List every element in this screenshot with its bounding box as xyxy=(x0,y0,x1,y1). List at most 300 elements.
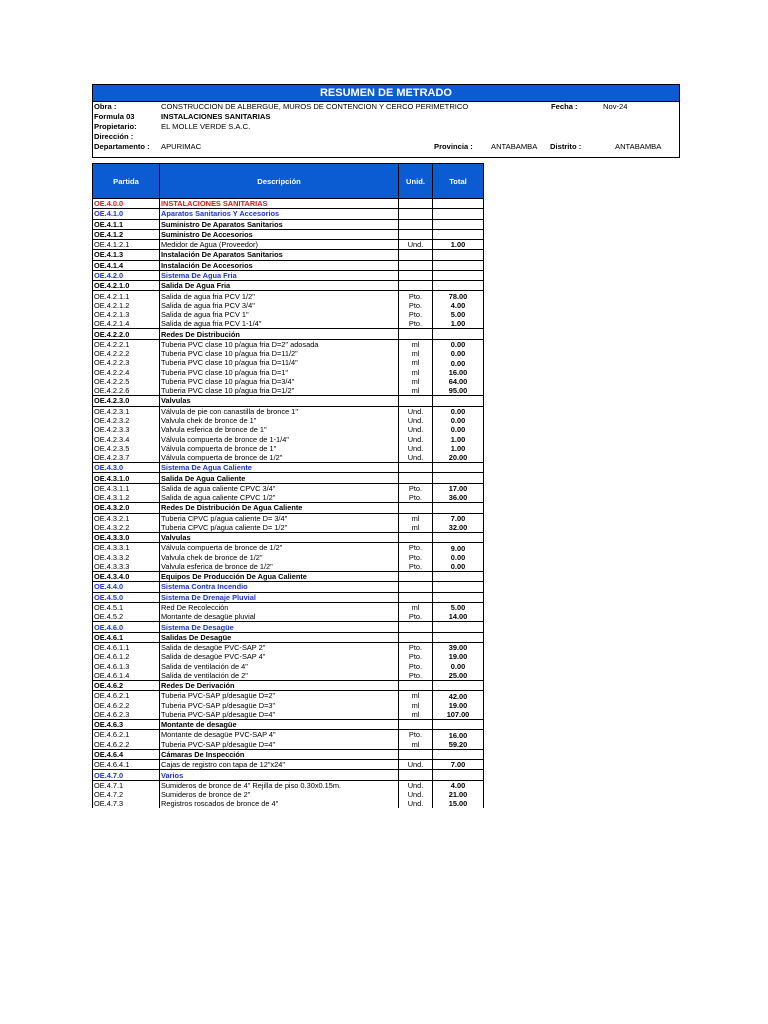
total-cell xyxy=(433,533,484,543)
partida-cell: OE.4.2.2.3 xyxy=(93,358,160,367)
partida-cell: OE.4.6.1 xyxy=(93,632,160,642)
table-row xyxy=(93,562,484,572)
table-row xyxy=(93,543,484,553)
total-cell: 0.00 xyxy=(433,416,484,425)
partida-cell: OE.4.2.2.6 xyxy=(93,386,160,396)
partida-cell: OE.4.6.1.3 xyxy=(93,661,160,670)
unid-cell: Pto. xyxy=(399,730,433,740)
unid-cell xyxy=(399,250,433,260)
formula-label: Formula 03 xyxy=(94,112,135,121)
total-cell: 4.00 xyxy=(433,780,484,790)
descripcion-cell: Red De Recolección xyxy=(160,602,399,612)
partida-cell: OE.4.1.2.1 xyxy=(93,240,160,250)
partida-cell: OE.4.2.2.5 xyxy=(93,377,160,386)
unid-cell xyxy=(399,396,433,406)
table-row xyxy=(93,483,484,493)
partida-cell: OE.4.2.3.5 xyxy=(93,444,160,453)
descripcion-cell: Tuberia PVC clase 10 p/agua fria D=2" adosada xyxy=(160,339,399,349)
table-row xyxy=(93,463,484,473)
table-header-row xyxy=(93,164,484,199)
total-cell: 0.00 xyxy=(433,661,484,670)
total-cell: 107.00 xyxy=(433,710,484,720)
descripcion-cell: Tuberia PVC clase 10 p/agua fria D=3/4" xyxy=(160,377,399,386)
unid-cell: Pto. xyxy=(399,543,433,553)
table-row xyxy=(93,572,484,582)
partida-cell: OE.4.3.3.0 xyxy=(93,533,160,543)
total-cell xyxy=(433,219,484,229)
total-cell xyxy=(433,572,484,582)
unid-cell: ml xyxy=(399,740,433,750)
partida-cell: OE.4.3.0 xyxy=(93,463,160,473)
total-cell: 9.00 xyxy=(433,543,484,553)
descripcion-cell: Suministro De Aparatos Sanitarios xyxy=(160,219,399,229)
total-cell xyxy=(433,260,484,270)
header-row-propietario xyxy=(93,122,679,132)
unid-cell xyxy=(399,281,433,291)
descripcion-cell: Salida de agua fria PCV 1" xyxy=(160,310,399,319)
table-row xyxy=(93,339,484,349)
partida-cell: OE.4.6.1.4 xyxy=(93,671,160,681)
descripcion-cell: Válvula compuerta de bronce de 1" xyxy=(160,444,399,453)
total-cell: 1.00 xyxy=(433,240,484,250)
unid-cell: ml xyxy=(399,377,433,386)
unid-cell: Und. xyxy=(399,790,433,799)
unid-cell: ml xyxy=(399,349,433,358)
total-cell: 0.00 xyxy=(433,406,484,416)
partida-cell: OE.4.3.3.1 xyxy=(93,543,160,553)
departamento-label: Departamento : xyxy=(94,142,150,151)
partida-cell: OE.4.0.0 xyxy=(93,199,160,209)
descripcion-cell: Válvula compuerta de bronce de 1/2" xyxy=(160,543,399,553)
descripcion-cell: Valvulas xyxy=(160,533,399,543)
total-cell: 1.00 xyxy=(433,434,484,443)
descripcion-cell: Salida de desagüe PVC-SAP 2" xyxy=(160,642,399,652)
direccion-label: Dirección : xyxy=(94,132,134,141)
total-cell: 36.00 xyxy=(433,493,484,503)
distrito-label: Distrito : xyxy=(550,142,582,151)
descripcion-cell: Redes De Derivación xyxy=(160,681,399,691)
obra-value: CONSTRUCCION DE ALBERGUE, MUROS DE CONTENCION Y CERCO PERIMETRICO xyxy=(161,102,469,111)
table-row xyxy=(93,710,484,720)
total-cell: 17.00 xyxy=(433,483,484,493)
table-row xyxy=(93,453,484,463)
table-row xyxy=(93,681,484,691)
table-row xyxy=(93,310,484,319)
table-row xyxy=(93,760,484,770)
descripcion-cell: Valvulas xyxy=(160,396,399,406)
partida-cell: OE.4.6.1.2 xyxy=(93,652,160,661)
unid-cell: Und. xyxy=(399,453,433,463)
col-header-partida: Partida xyxy=(93,164,160,199)
table-row xyxy=(93,612,484,622)
departamento-value: APURIMAC xyxy=(161,142,202,151)
descripcion-cell: Tuberia PVC clase 10 p/agua fria D=1/2" xyxy=(160,386,399,396)
total-cell xyxy=(433,681,484,691)
table-row xyxy=(93,229,484,239)
unid-cell: Und. xyxy=(399,406,433,416)
total-cell: 21.00 xyxy=(433,790,484,799)
total-cell: 39.00 xyxy=(433,642,484,652)
descripcion-cell: Valvula esferica de bronce de 1" xyxy=(160,425,399,434)
descripcion-cell: Redes De Distribución De Agua Caliente xyxy=(160,503,399,513)
header-row-departamento xyxy=(93,142,679,152)
descripcion-cell: Sistema De Agua Fria xyxy=(160,270,399,280)
table-row xyxy=(93,622,484,632)
total-cell: 16.00 xyxy=(433,730,484,740)
descripcion-cell: Tuberia PVC clase 10 p/agua fria D=1" xyxy=(160,368,399,377)
unid-cell xyxy=(399,329,433,339)
partida-cell: OE.4.2.3.1 xyxy=(93,406,160,416)
unid-cell: Pto. xyxy=(399,310,433,319)
total-cell: 16.00 xyxy=(433,368,484,377)
partida-cell: OE.4.3.2.0 xyxy=(93,503,160,513)
table-row xyxy=(93,329,484,339)
partida-cell: OE.4.6.3 xyxy=(93,720,160,730)
unid-cell: Und. xyxy=(399,444,433,453)
table-row xyxy=(93,301,484,310)
obra-label: Obra : xyxy=(94,102,117,111)
table-row xyxy=(93,513,484,523)
unid-cell: Pto. xyxy=(399,661,433,670)
descripcion-cell: Válvula de pie con canastilla de bronce 1" xyxy=(160,406,399,416)
unid-cell xyxy=(399,582,433,592)
unid-cell xyxy=(399,533,433,543)
descripcion-cell: Tuberia PVC clase 10 p/agua fria D=11/2" xyxy=(160,349,399,358)
total-cell: 5.00 xyxy=(433,310,484,319)
project-header xyxy=(92,102,680,158)
metrado-sheet xyxy=(92,84,680,158)
total-cell xyxy=(433,720,484,730)
sheet-title: RESUMEN DE METRADO xyxy=(92,84,680,102)
unid-cell: Pto. xyxy=(399,291,433,301)
descripcion-cell: Valvula chek de bronce de 1" xyxy=(160,416,399,425)
table-row xyxy=(93,720,484,730)
descripcion-cell: Tuberia PVC clase 10 p/agua fria D=11/4" xyxy=(160,358,399,367)
propietario-label: Propietario: xyxy=(94,122,137,131)
partida-cell: OE.4.5.0 xyxy=(93,592,160,602)
unid-cell: Pto. xyxy=(399,553,433,562)
unid-cell: Und. xyxy=(399,416,433,425)
unid-cell xyxy=(399,199,433,209)
table-row xyxy=(93,592,484,602)
table-row xyxy=(93,358,484,367)
partida-cell: OE.4.1.1 xyxy=(93,219,160,229)
unid-cell: ml xyxy=(399,339,433,349)
partida-cell: OE.4.6.2.2 xyxy=(93,740,160,750)
descripcion-cell: Salida De Agua Fria xyxy=(160,281,399,291)
total-cell xyxy=(433,199,484,209)
total-cell: 1.00 xyxy=(433,319,484,329)
total-cell: 19.00 xyxy=(433,701,484,710)
total-cell: 0.00 xyxy=(433,425,484,434)
partida-cell: OE.4.3.3.3 xyxy=(93,562,160,572)
table-row xyxy=(93,396,484,406)
descripcion-cell: Salida de agua caliente CPVC 3/4" xyxy=(160,483,399,493)
unid-cell xyxy=(399,749,433,759)
descripcion-cell: Montante de desagüe pluvial xyxy=(160,612,399,622)
descripcion-cell: Equipos De Producción De Agua Caliente xyxy=(160,572,399,582)
unid-cell: Und. xyxy=(399,799,433,808)
metrado-table xyxy=(92,163,484,808)
formula-value: INSTALACIONES SANITARIAS xyxy=(161,112,271,121)
table-row xyxy=(93,799,484,808)
descripcion-cell: Sistema De Drenaje Pluvial xyxy=(160,592,399,602)
descripcion-cell: Tuberia CPVC p/agua caliente D= 1/2" xyxy=(160,523,399,533)
partida-cell: OE.4.6.2.1 xyxy=(93,691,160,701)
descripcion-cell: Salida de agua fria PCV 1/2" xyxy=(160,291,399,301)
table-row xyxy=(93,652,484,661)
partida-cell: OE.4.2.0 xyxy=(93,270,160,280)
partida-cell: OE.4.5.1 xyxy=(93,602,160,612)
partida-cell: OE.4.6.1.1 xyxy=(93,642,160,652)
descripcion-cell: Tuberia PVC-SAP p/desagüe D=3" xyxy=(160,701,399,710)
total-cell: 42.00 xyxy=(433,691,484,701)
table-row xyxy=(93,434,484,443)
descripcion-cell: Aparatos Sanitarios Y Accesorios xyxy=(160,209,399,219)
partida-cell: OE.4.1.2 xyxy=(93,229,160,239)
total-cell: 32.00 xyxy=(433,523,484,533)
descripcion-cell: Suministro De Accesorios xyxy=(160,229,399,239)
total-cell xyxy=(433,473,484,483)
unid-cell xyxy=(399,632,433,642)
descripcion-cell: Tuberia CPVC p/agua caliente D= 3/4" xyxy=(160,513,399,523)
provincia-value: ANTABAMBA xyxy=(491,142,538,151)
descripcion-cell: Salida de agua fria PCV 3/4" xyxy=(160,301,399,310)
total-cell xyxy=(433,770,484,780)
table-row xyxy=(93,691,484,701)
partida-cell: OE.4.3.4.0 xyxy=(93,572,160,582)
descripcion-cell: Sistema Contra Incendio xyxy=(160,582,399,592)
unid-cell: Pto. xyxy=(399,493,433,503)
table-row xyxy=(93,260,484,270)
partida-cell: OE.4.5.2 xyxy=(93,612,160,622)
descripcion-cell: Sumideros de bronce de 2" xyxy=(160,790,399,799)
partida-cell: OE.4.6.2 xyxy=(93,681,160,691)
partida-cell: OE.4.4.0 xyxy=(93,582,160,592)
unid-cell xyxy=(399,270,433,280)
unid-cell: ml xyxy=(399,358,433,367)
col-header-descripcion: Descripción xyxy=(160,164,399,199)
total-cell: 64.00 xyxy=(433,377,484,386)
partida-cell: OE.4.7.2 xyxy=(93,790,160,799)
total-cell xyxy=(433,209,484,219)
partida-cell: OE.4.2.2.1 xyxy=(93,339,160,349)
descripcion-cell: Valvula esferica de bronce de 1/2" xyxy=(160,562,399,572)
table-row xyxy=(93,642,484,652)
partida-cell: OE.4.3.1.0 xyxy=(93,473,160,483)
descripcion-cell: Salida de ventilación de 2" xyxy=(160,671,399,681)
partida-cell: OE.4.7.3 xyxy=(93,799,160,808)
partida-cell: OE.4.2.2.2 xyxy=(93,349,160,358)
table-row xyxy=(93,503,484,513)
descripcion-cell: Sistema De Agua Caliente xyxy=(160,463,399,473)
descripcion-cell: Montante de desagüe PVC-SAP 4" xyxy=(160,730,399,740)
partida-cell: OE.4.2.1.4 xyxy=(93,319,160,329)
partida-cell: OE.4.2.1.1 xyxy=(93,291,160,301)
table-row xyxy=(93,582,484,592)
table-row xyxy=(93,281,484,291)
unid-cell xyxy=(399,720,433,730)
total-cell: 0.00 xyxy=(433,339,484,349)
total-cell xyxy=(433,592,484,602)
unid-cell xyxy=(399,473,433,483)
descripcion-cell: Medidor de Agua (Proveedor) xyxy=(160,240,399,250)
header-row-formula xyxy=(93,112,679,122)
table-row xyxy=(93,632,484,642)
unid-cell xyxy=(399,219,433,229)
total-cell: 7.00 xyxy=(433,760,484,770)
descripcion-cell: Tuberia PVC-SAP p/desagüe D=4" xyxy=(160,740,399,750)
col-header-unid: Unid. xyxy=(399,164,433,199)
partida-cell: OE.4.6.2.2 xyxy=(93,701,160,710)
total-cell: 19.00 xyxy=(433,652,484,661)
descripcion-cell: Salida de agua caliente CPVC 1/2" xyxy=(160,493,399,503)
unid-cell: Und. xyxy=(399,240,433,250)
partida-cell: OE.4.2.3.3 xyxy=(93,425,160,434)
partida-cell: OE.4.6.2.1 xyxy=(93,730,160,740)
table-row xyxy=(93,219,484,229)
table-row xyxy=(93,319,484,329)
descripcion-cell: Salida de ventilación de 4" xyxy=(160,661,399,670)
partida-cell: OE.4.6.4 xyxy=(93,749,160,759)
partida-cell: OE.4.2.2.4 xyxy=(93,368,160,377)
unid-cell: Pto. xyxy=(399,301,433,310)
unid-cell: Und. xyxy=(399,425,433,434)
table-row xyxy=(93,553,484,562)
table-row xyxy=(93,250,484,260)
unid-cell: Pto. xyxy=(399,319,433,329)
descripcion-cell: INSTALACIONES SANITARIAS xyxy=(160,199,399,209)
table-row xyxy=(93,416,484,425)
unid-cell xyxy=(399,503,433,513)
table-row xyxy=(93,749,484,759)
total-cell: 1.00 xyxy=(433,444,484,453)
table-row xyxy=(93,790,484,799)
total-cell xyxy=(433,582,484,592)
descripcion-cell: Salida de desagüe PVC-SAP 4" xyxy=(160,652,399,661)
unid-cell: ml xyxy=(399,523,433,533)
total-cell: 15.00 xyxy=(433,799,484,808)
table-row xyxy=(93,349,484,358)
partida-cell: OE.4.2.3.4 xyxy=(93,434,160,443)
unid-cell: ml xyxy=(399,602,433,612)
fecha-label: Fecha : xyxy=(551,102,578,111)
total-cell xyxy=(433,749,484,759)
unid-cell: Pto. xyxy=(399,612,433,622)
unid-cell xyxy=(399,463,433,473)
partida-cell: OE.4.2.1.0 xyxy=(93,281,160,291)
total-cell: 20.00 xyxy=(433,453,484,463)
unid-cell: Pto. xyxy=(399,562,433,572)
partida-cell: OE.4.6.4.1 xyxy=(93,760,160,770)
unid-cell: ml xyxy=(399,691,433,701)
unid-cell xyxy=(399,622,433,632)
descripcion-cell: Salida de agua fria PCV 1-1/4" xyxy=(160,319,399,329)
unid-cell: Pto. xyxy=(399,652,433,661)
table-row xyxy=(93,209,484,219)
table-row xyxy=(93,473,484,483)
table-row xyxy=(93,199,484,209)
descripcion-cell: Redes De Distribución xyxy=(160,329,399,339)
unid-cell: ml xyxy=(399,710,433,720)
descripcion-cell: Sumideros de bronce de 4" Rejilla de piso 0.30x0.15m. xyxy=(160,780,399,790)
total-cell: 14.00 xyxy=(433,612,484,622)
total-cell xyxy=(433,229,484,239)
total-cell: 78.00 xyxy=(433,291,484,301)
table-row xyxy=(93,602,484,612)
table-row xyxy=(93,377,484,386)
partida-cell: OE.4.1.0 xyxy=(93,209,160,219)
header-row-direccion xyxy=(93,132,679,142)
table-row xyxy=(93,523,484,533)
unid-cell: ml xyxy=(399,368,433,377)
unid-cell xyxy=(399,229,433,239)
table-row xyxy=(93,291,484,301)
descripcion-cell: Registros roscados de bronce de 4" xyxy=(160,799,399,808)
partida-cell: OE.4.3.1.2 xyxy=(93,493,160,503)
table-row xyxy=(93,444,484,453)
unid-cell xyxy=(399,681,433,691)
unid-cell: Und. xyxy=(399,760,433,770)
unid-cell: Pto. xyxy=(399,483,433,493)
total-cell: 0.00 xyxy=(433,553,484,562)
total-cell xyxy=(433,281,484,291)
unid-cell: Pto. xyxy=(399,642,433,652)
total-cell: 0.00 xyxy=(433,358,484,367)
table-row xyxy=(93,406,484,416)
total-cell: 7.00 xyxy=(433,513,484,523)
table-row xyxy=(93,671,484,681)
propietario-value: EL MOLLE VERDE S.A.C. xyxy=(161,122,251,131)
partida-cell: OE.4.2.2.0 xyxy=(93,329,160,339)
unid-cell xyxy=(399,592,433,602)
fecha-value: Nov-24 xyxy=(603,102,628,111)
table-row xyxy=(93,386,484,396)
partida-cell: OE.4.3.3.2 xyxy=(93,553,160,562)
descripcion-cell: Tuberia PVC-SAP p/desagüe D=2" xyxy=(160,691,399,701)
partida-cell: OE.4.6.0 xyxy=(93,622,160,632)
table-row xyxy=(93,493,484,503)
total-cell xyxy=(433,632,484,642)
descripcion-cell: Tuberia PVC-SAP p/desagüe D=4" xyxy=(160,710,399,720)
table-row xyxy=(93,270,484,280)
total-cell: 25.00 xyxy=(433,671,484,681)
descripcion-cell: Instalación De Aparatos Sanitarios xyxy=(160,250,399,260)
total-cell: 0.00 xyxy=(433,349,484,358)
total-cell: 59.20 xyxy=(433,740,484,750)
total-cell: 0.00 xyxy=(433,562,484,572)
provincia-label: Provincia : xyxy=(434,142,473,151)
descripcion-cell: Sistema De Desagüe xyxy=(160,622,399,632)
descripcion-cell: Válvula compuerta de bronce de 1-1/4" xyxy=(160,434,399,443)
table-row xyxy=(93,701,484,710)
partida-cell: OE.4.2.1.2 xyxy=(93,301,160,310)
total-cell xyxy=(433,463,484,473)
table-row xyxy=(93,780,484,790)
table-body xyxy=(93,199,484,809)
descripcion-cell: Válvula compuerta de bronce de 1/2" xyxy=(160,453,399,463)
total-cell xyxy=(433,329,484,339)
table-row xyxy=(93,368,484,377)
total-cell xyxy=(433,270,484,280)
partida-cell: OE.4.2.3.0 xyxy=(93,396,160,406)
descripcion-cell: Cámaras De Inspección xyxy=(160,749,399,759)
partida-cell: OE.4.3.2.2 xyxy=(93,523,160,533)
descripcion-cell: Valvula chek de bronce de 1/2" xyxy=(160,553,399,562)
unid-cell: ml xyxy=(399,513,433,523)
table-row xyxy=(93,740,484,750)
partida-cell: OE.4.2.1.3 xyxy=(93,310,160,319)
